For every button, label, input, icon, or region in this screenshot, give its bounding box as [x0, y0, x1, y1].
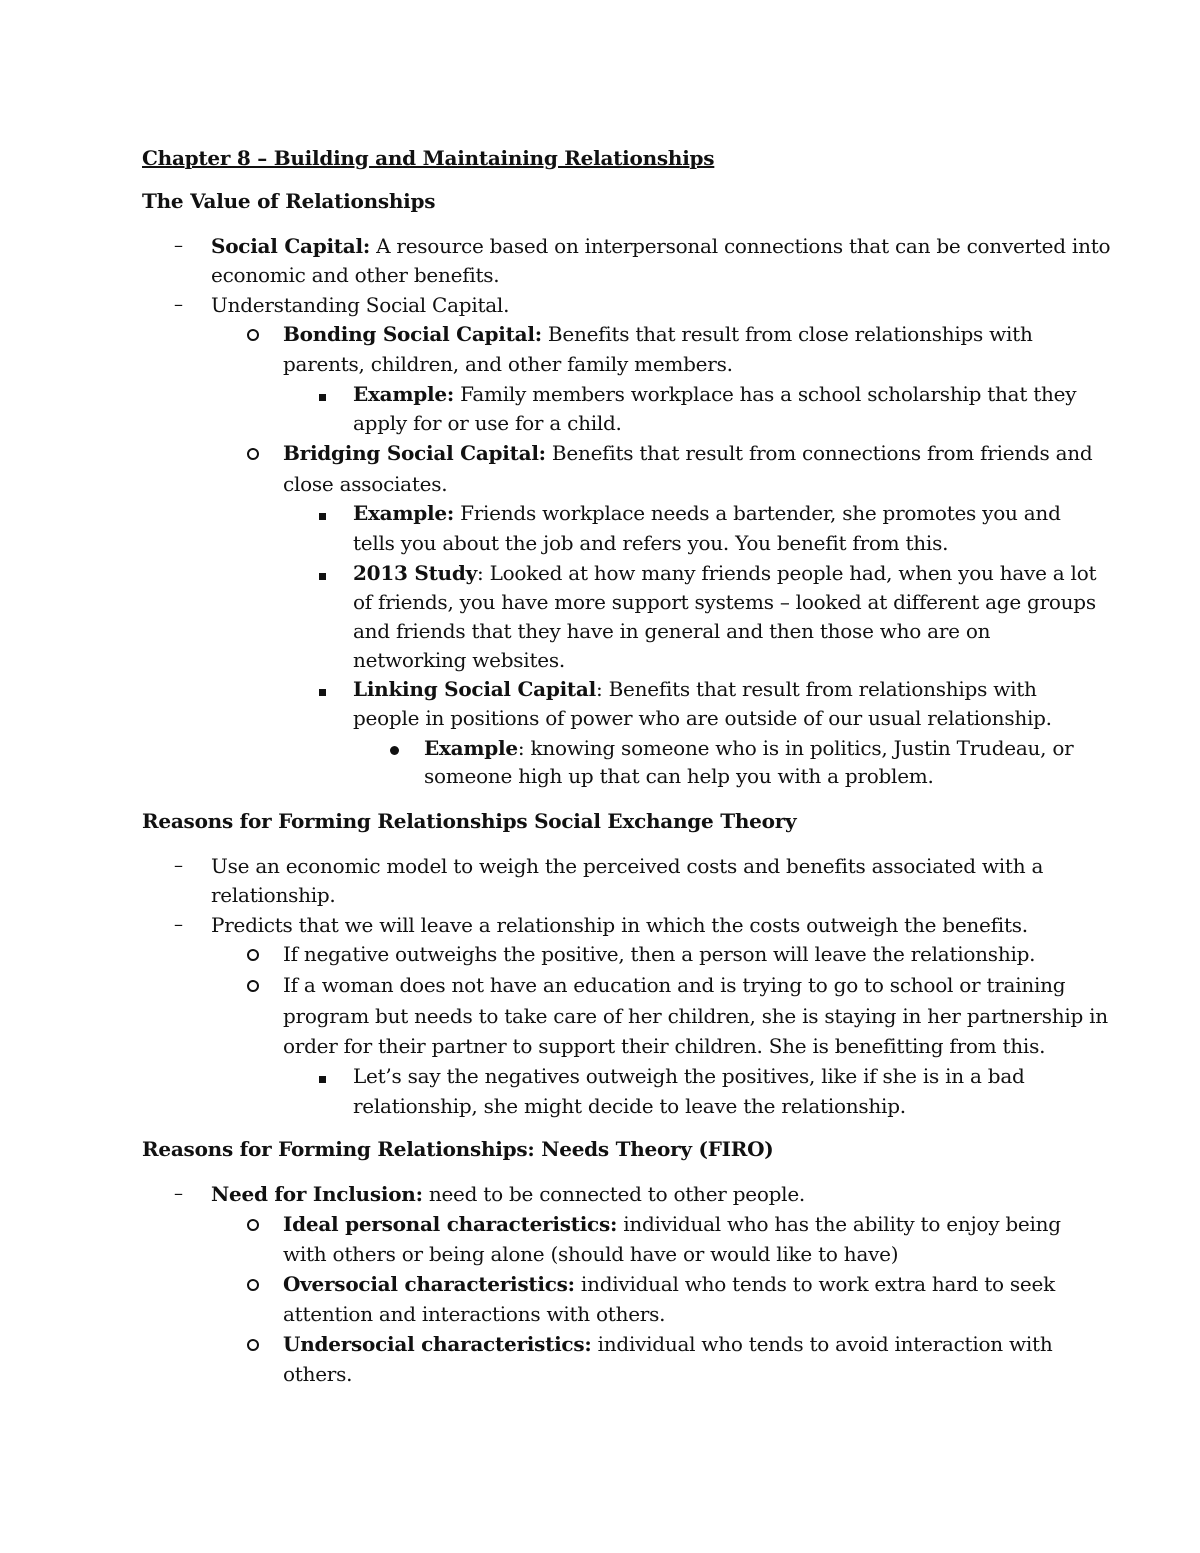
term-oversocial: Oversocial characteristics:	[283, 1272, 575, 1296]
term-bridging: Bridging Social Capital:	[283, 441, 546, 465]
understanding-line: Understanding Social Capital.	[211, 293, 510, 317]
oversocial-line-1	[283, 1271, 1055, 1297]
linking-example-line-1	[424, 735, 1073, 761]
ideal-1: individual who has the ability to enjoy being	[617, 1212, 1061, 1236]
term-linking-example: Example	[424, 736, 518, 760]
term-ideal: Ideal personal characteristics:	[283, 1212, 618, 1236]
bridging-example-1: Friends workplace needs a bartender, she promotes you and	[453, 501, 1061, 525]
dash-bullet: –	[174, 1183, 183, 1204]
dash-bullet: –	[174, 235, 183, 256]
exchange-item2-line: Predicts that we will leave a relationship in which the costs outweigh the benefits.	[211, 913, 1028, 937]
bridging-line-1	[283, 440, 1092, 466]
inclusion-def: need to be connected to other people.	[422, 1182, 806, 1206]
social-capital-def-1: A resource based on interpersonal connections that can be converted into	[369, 234, 1111, 258]
study-line-3: and friends that they have in general and then those who are on	[353, 619, 991, 643]
linking-example-1: : knowing someone who is in politics, Justin Trudeau, or	[517, 736, 1074, 760]
term-inclusion: Need for Inclusion:	[211, 1182, 423, 1206]
section-heading-value: The Value of Relationships	[142, 189, 436, 213]
bonding-line-1	[283, 321, 1033, 347]
circle-bullet-icon	[247, 1211, 259, 1237]
exchange-item1-line-2: relationship.	[211, 883, 336, 907]
circle-bullet-icon	[247, 321, 259, 347]
circle-bullet-icon	[247, 440, 259, 466]
square-bullet-icon	[319, 560, 326, 586]
linking-1: : Benefits that result from relationships with	[595, 677, 1037, 701]
ideal-line-1	[283, 1211, 1061, 1237]
ideal-line-2: with others or being alone (should have or would like to have)	[283, 1242, 899, 1266]
bridging-example-line-2: tells you about the job and refers you. You benefit from this.	[353, 531, 949, 555]
oversocial-1: individual who tends to work extra hard to seek	[574, 1272, 1055, 1296]
linking-example-line-2: someone high up that can help you with a problem.	[424, 764, 934, 788]
circle-bullet-icon	[247, 941, 259, 967]
bridging-def-1: Benefits that result from connections from friends and	[545, 441, 1093, 465]
bonding-example-line-2: apply for or use for a child.	[353, 411, 622, 435]
term-undersocial: Undersocial characteristics:	[283, 1332, 592, 1356]
study-1: : Looked at how many friends people had, when you have a lot	[476, 561, 1097, 585]
circle-bullet-icon	[247, 1331, 259, 1357]
dot-bullet-icon	[390, 735, 399, 761]
exchange-item1-line-1: Use an economic model to weigh the perceived costs and benefits associated with a	[211, 854, 1044, 878]
term-social-capital: Social Capital:	[211, 234, 370, 258]
bonding-example-1: Family members workplace has a school scholarship that they	[453, 382, 1077, 406]
exchange-sub2-line-2: program but needs to take care of her children, she is staying in her partnership in	[283, 1004, 1108, 1028]
linking-line-1	[353, 676, 1037, 702]
undersocial-line-1	[283, 1331, 1052, 1357]
term-bonding-example: Example:	[353, 382, 454, 406]
social-capital-line-2: economic and other benefits.	[211, 263, 500, 287]
square-bullet-icon	[319, 500, 326, 526]
term-bonding: Bonding Social Capital:	[283, 322, 542, 346]
social-capital-line-1	[211, 233, 1110, 259]
exchange-sub1-line: If negative outweighs the positive, then a person will leave the relationship.	[283, 942, 1036, 966]
bonding-line-2: parents, children, and other family members.	[283, 352, 733, 376]
dash-bullet: –	[174, 914, 183, 935]
bridging-example-line-1	[353, 500, 1061, 526]
undersocial-line-2: others.	[283, 1362, 353, 1386]
study-line-4: networking websites.	[353, 648, 565, 672]
circle-bullet-icon	[247, 1271, 259, 1297]
exchange-sub2-line-1: If a woman does not have an education and is trying to go to school or training	[283, 973, 1066, 997]
section-heading-social-exchange: Reasons for Forming Relationships Social Exchange Theory	[142, 809, 797, 833]
bridging-line-2: close associates.	[283, 472, 448, 496]
study-line-2: of friends, you have more support systems – looked at different age groups	[353, 590, 1096, 614]
section-heading-needs-theory: Reasons for Forming Relationships: Needs Theory (FIRO)	[142, 1137, 774, 1161]
study-line-1	[353, 560, 1096, 586]
inclusion-line	[211, 1181, 805, 1207]
exchange-subsub-line-1: Let’s say the negatives outweigh the positives, like if she is in a bad	[353, 1064, 1025, 1088]
term-bridging-example: Example:	[353, 501, 454, 525]
bonding-example-line-1	[353, 381, 1076, 407]
exchange-subsub-line-2: relationship, she might decide to leave the relationship.	[353, 1094, 906, 1118]
exchange-sub2-line-3: order for their partner to support their children. She is benefitting from this.	[283, 1034, 1046, 1058]
linking-line-2: people in positions of power who are outside of our usual relationship.	[353, 706, 1052, 730]
square-bullet-icon	[319, 381, 326, 407]
term-linking: Linking Social Capital	[353, 677, 596, 701]
oversocial-line-2: attention and interactions with others.	[283, 1302, 666, 1326]
square-bullet-icon	[319, 676, 326, 702]
circle-bullet-icon	[247, 972, 259, 998]
dash-bullet: –	[174, 855, 183, 876]
dash-bullet: –	[174, 294, 183, 315]
page-title: Chapter 8 – Building and Maintaining Relationships	[142, 146, 715, 170]
bonding-def-1: Benefits that result from close relationships with	[541, 322, 1033, 346]
square-bullet-icon	[319, 1063, 326, 1089]
term-study: 2013 Study	[353, 561, 477, 585]
undersocial-1: individual who tends to avoid interaction with	[591, 1332, 1053, 1356]
